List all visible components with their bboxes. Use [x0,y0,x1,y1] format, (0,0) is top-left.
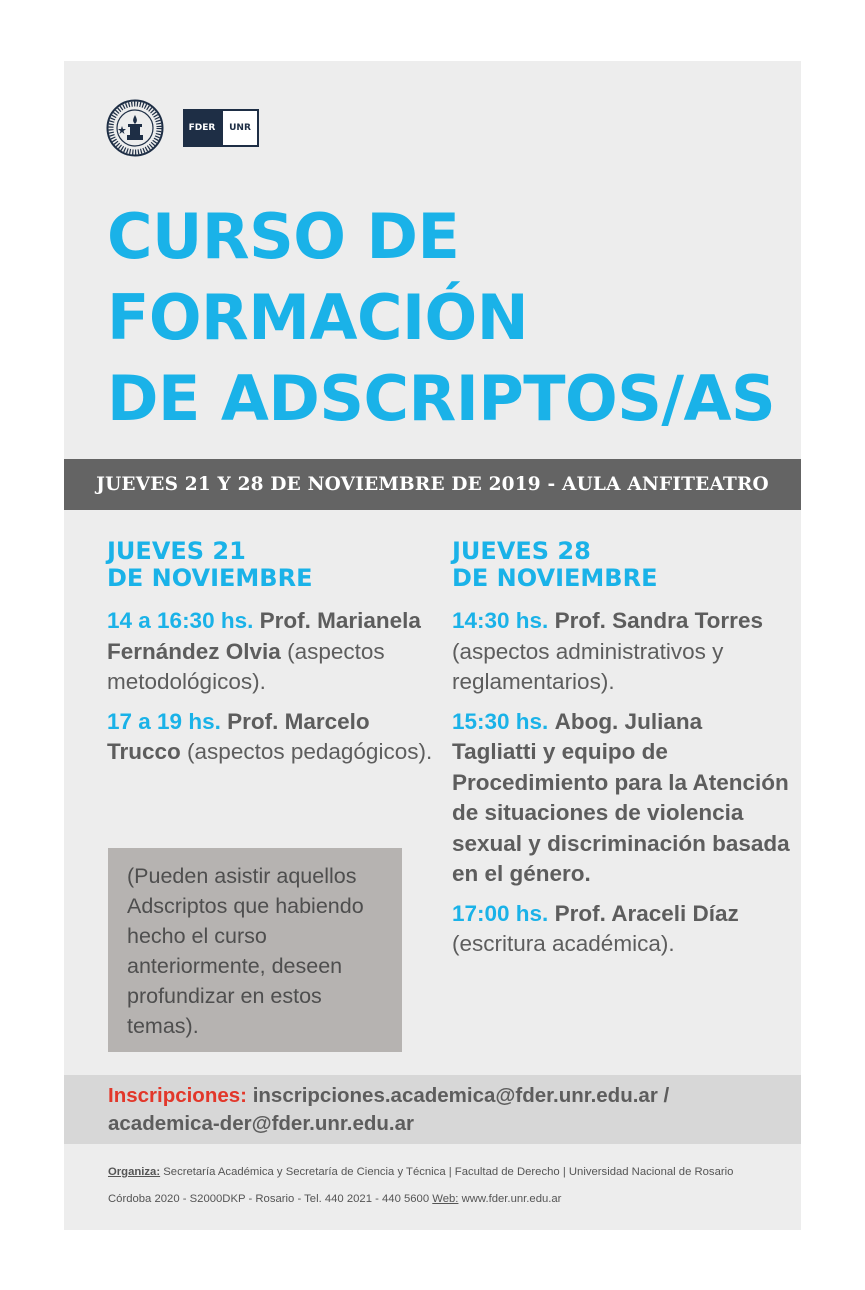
entry-speaker: Abog. Juliana Tagliatti y equipo de Procedimiento para la Atención de situaciones de violencia sexual y discriminación basada en el género. [452,708,790,886]
schedule-entry [107,707,437,768]
entry-time: 14:30 hs. [452,608,549,633]
schedule-entry [452,606,792,698]
footer-address: Córdoba 2020 - S2000DKP - Rosario - Tel. 440 2021 - 440 5600 [108,1193,430,1205]
web-label: Web: [432,1193,459,1205]
registration-label: Inscripciones: [108,1084,247,1107]
organiza-label: Organiza: [108,1166,161,1178]
schedule-entry [107,606,437,698]
fder-logo: FDER [183,109,221,147]
attendance-note: (Pueden asistir aquellos Adscriptos que habiendo hecho el curso anteriormente, deseen profundizar en estos temas). [108,848,402,1052]
day-28-heading [452,538,792,592]
fder-unr-logo [183,109,259,147]
entry-speaker: Prof. Marcelo Trucco [107,708,370,764]
day-heading-line: JUEVES 21 [107,537,246,565]
schedule-entry [452,899,792,960]
entry-topic: (escritura académica). [452,931,675,956]
course-title [107,196,775,439]
day-21-heading [107,538,437,592]
logos [106,102,259,154]
footer-organiza-line [108,1159,788,1186]
entry-topic: (aspectos administrativos y reglamentarios). [452,638,724,694]
schedule-entry [452,707,792,890]
footer [108,1159,788,1213]
day-heading-line: DE NOVIEMBRE [107,564,313,592]
day-28-column [452,538,792,969]
entry-time: 17:00 hs. [452,900,549,926]
title-line-1: CURSO DE [107,200,460,273]
entry-time: 14 a 16:30 hs. [107,608,254,633]
title-line-2: FORMACIÓN [107,281,529,354]
entry-time: 17 a 19 hs. [107,708,221,734]
entry-time: 15:30 hs. [452,708,549,734]
web-link[interactable]: www.fder.unr.edu.ar [461,1193,562,1205]
poster [64,61,801,1230]
registration-email-1[interactable]: inscripciones.academica@fder.unr.edu.ar / [252,1084,670,1107]
entry-topic: (aspectos pedagógicos). [187,739,433,764]
title-line-3: DE ADSCRIPTOS/AS [107,362,776,435]
registration-email-2[interactable]: academica-der@fder.unr.edu.ar [108,1112,414,1135]
day-heading-line: DE NOVIEMBRE [452,564,658,592]
entry-speaker: Prof. Sandra Torres [554,608,763,633]
registration-bar [64,1075,801,1144]
day-heading-line: JUEVES 28 [452,537,591,565]
entry-topic: (aspectos metodológicos). [107,638,385,694]
date-banner: JUEVES 21 Y 28 DE NOVIEMBRE DE 2019 - AULA ANFITEATRO [64,459,801,510]
day-21-column [107,538,437,777]
organiza-text: Secretaría Académica y Secretaría de Ciencia y Técnica | Facultad de Derecho | Universidad Nacional de Rosario [163,1166,734,1178]
entry-speaker: Prof. Marianela Fernández Olvia [107,608,421,664]
entry-speaker: Prof. Araceli Díaz [554,900,739,926]
unr-logo: UNR [221,109,259,147]
footer-address-line [108,1186,788,1213]
unr-seal-icon [106,99,164,157]
